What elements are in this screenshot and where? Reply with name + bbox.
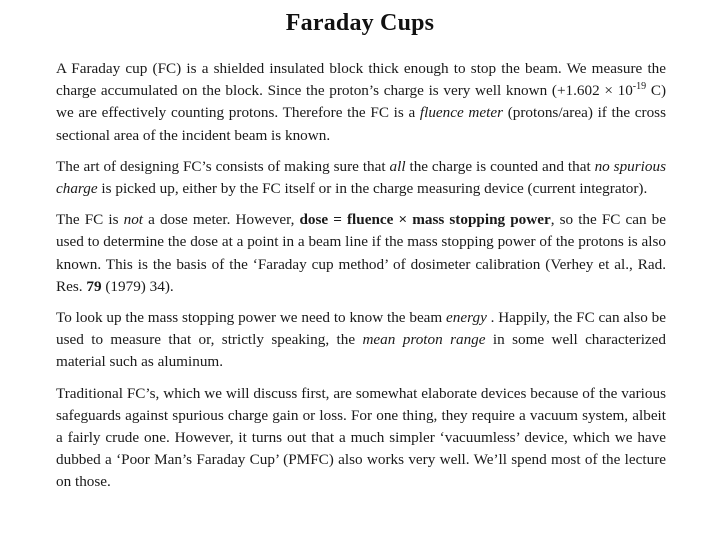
p4-emphasis-energy: energy	[446, 309, 487, 327]
p1-text-2: C) we are effectively counting protons. Therefore the FC is a	[56, 82, 667, 122]
p3-emphasis-not: not	[123, 211, 144, 229]
p2-text-1: The art of designing FC’s consists of making sure that	[56, 157, 390, 175]
slide-body	[56, 58, 666, 494]
p3-text-2: a dose meter. However,	[143, 211, 300, 229]
paragraph-stopping-power	[56, 307, 666, 374]
paragraph-design-art	[56, 156, 666, 200]
p5-text-1: Traditional FC’s, which we will discuss first, are somewhat elaborate devices because of the various safeguards against spurious charge gain or loss. For one thing, they require a vacuum system, albeit a fairly crude one. However, it turns out that a much simpler ‘vacuumless’ device, which we have dubbed a ‘Poor Man’s Faraday Cup’ (PMFC) also works very well. We’ll spend most of the lecture on those.	[56, 384, 666, 491]
p1-exponent: -19	[632, 81, 647, 93]
p4-text-2: . Happily, the FC can also be used to measure that or, strictly speaking, the	[56, 309, 666, 349]
paragraph-dose-meter	[56, 209, 666, 298]
p2-text-3: is picked up, either by the FC itself or in the charge measuring device (current integrator).	[97, 180, 648, 198]
paragraph-traditional-fcs	[56, 383, 666, 494]
p1-emphasis-fluence-meter: fluence meter	[419, 104, 504, 122]
slide-title: Faraday Cups	[285, 10, 435, 36]
p1-text-3: (protons/area) if the cross sectional area of the incident beam is known.	[56, 104, 666, 144]
p2-text-2: the charge is counted and that	[405, 157, 595, 175]
p3-text-4: (1979) 34).	[101, 277, 174, 295]
p4-text-3: in some well characterized material such as aluminum.	[56, 331, 666, 371]
p2-emphasis-spurious-charge: no spurious charge	[56, 157, 666, 198]
p3-bold-dose-formula: dose = fluence × mass stopping power	[299, 211, 551, 229]
p3-text-1: The FC is	[56, 211, 124, 229]
p4-emphasis-mean-proton-range: mean proton range	[362, 331, 486, 349]
p2-emphasis-all: all	[389, 157, 406, 175]
p3-text-3: , so the FC can be used to determine the dose at a point in a beam line if the mass stopping power of the protons is also known. This is the basis of the ‘Faraday cup method’ of dosimeter calibration (Verhey et al., Rad. Res.	[56, 211, 667, 295]
p4-text-1: To look up the mass stopping power we need to know the beam	[56, 309, 447, 327]
paragraph-faraday-cup-definition	[56, 58, 666, 147]
p3-bold-volume: 79	[86, 277, 102, 295]
p1-text-1: A Faraday cup (FC) is a shielded insulated block thick enough to stop the beam. We measure the charge accumulated on the block. Since the proton’s charge is very well known (+1.602 × 10	[56, 60, 666, 100]
